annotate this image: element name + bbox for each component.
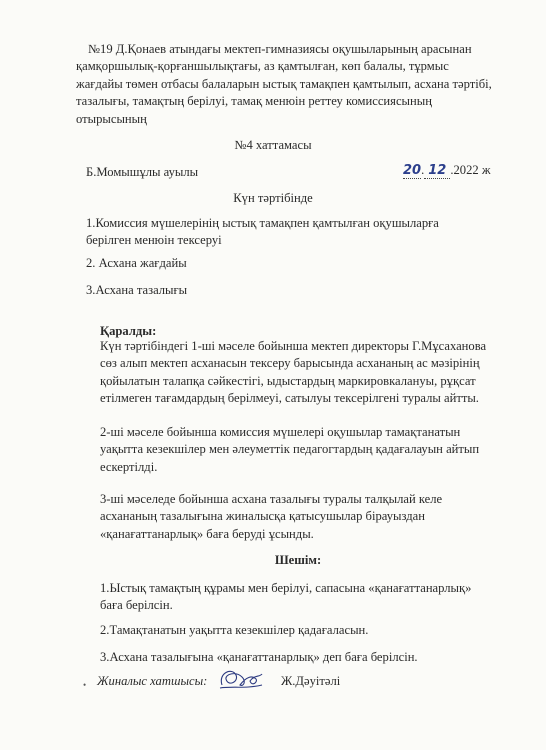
date-month: 12 bbox=[424, 163, 450, 179]
intro-line: қамқоршылық-қорғаншылықтағы, аз қамтылған, көп балалы, тұрмыс bbox=[76, 59, 449, 74]
document-date bbox=[403, 162, 503, 179]
considered-paragraph: 3-ші мәселеде бойынша асхана тазалығы туралы талқылай келе асхананың тазалығына жиналысқа қатысушылар бірауыздан «қанағаттанарлық» баға беруді ұсынды. bbox=[100, 492, 443, 541]
agenda-item: 1.Комиссия мүшелерінің ыстық тамақпен қамтылған оқушыларға берілген менюін тексеруі bbox=[86, 216, 439, 248]
agenda-title: Күн тәртібінде bbox=[233, 191, 313, 205]
intro-line: жағдайы төмен отбасы балаларын ыстық тамақпен қамтылып, асхана тәртібі, bbox=[76, 76, 492, 91]
signature bbox=[216, 665, 264, 695]
date-day: 20 bbox=[403, 163, 422, 178]
considered-paragraph: Күн тәртібіндегі 1-ші мәселе бойынша мектеп директоры Г.Мұсаханова сөз алып мектеп асханасын тексеру барысында асхананың ас мәзірінің қойылатын талапқа сәйкестігі, ыдыстардың маркировкалануы, рұқсат етілмеген тағамдардың берілмеуі, сатылуы тексерілгені туралы айтты. bbox=[100, 339, 487, 406]
date-year: .2022 ж bbox=[450, 163, 491, 177]
decision-item: 1.Ыстық тамақтың құрамы мен берілуі, сапасына «қанағаттанарлық» баға берілсін. bbox=[100, 581, 472, 613]
decision-title: Шешім: bbox=[274, 553, 322, 567]
bullet-mark: • bbox=[83, 680, 87, 690]
intro-line: отырысының bbox=[76, 111, 147, 126]
secretary-name: Ж.Дәуітәлі bbox=[281, 674, 341, 688]
agenda-item: 3.Асхана тазалығы bbox=[86, 283, 188, 297]
considered-title: Қаралды: bbox=[100, 324, 157, 338]
secretary-label: Жиналыс хатшысы: bbox=[97, 674, 208, 688]
intro-line: №19 Д.Қонаев атындағы мектеп-гимназиясы оқушыларының арасынан bbox=[88, 42, 472, 56]
agenda-item: 2. Асхана жағдайы bbox=[86, 256, 187, 270]
decision-item: 2.Тамақтанатын уақытта кезекшілер қадағаласын. bbox=[100, 623, 369, 637]
considered-paragraph: 2-ші мәселе бойынша комиссия мүшелері оқушылар тамақтанатын уақытта кезекшілер мен әлеуметтік педагогтардың қадағалауын айтып ескертілді. bbox=[100, 425, 480, 474]
document-intro bbox=[76, 41, 504, 128]
date-separator: . bbox=[421, 163, 425, 177]
location: Б.Момышұлы ауылы bbox=[86, 165, 199, 179]
decision-item: 3.Асхана тазалығына «қанағаттанарлық» деп баға берілсін. bbox=[100, 650, 418, 664]
intro-line: тазалығы, тамақтың берілуі, тамақ менюін реттеу комиссиясының bbox=[76, 94, 432, 109]
protocol-number: №4 хаттамасы bbox=[234, 138, 312, 152]
